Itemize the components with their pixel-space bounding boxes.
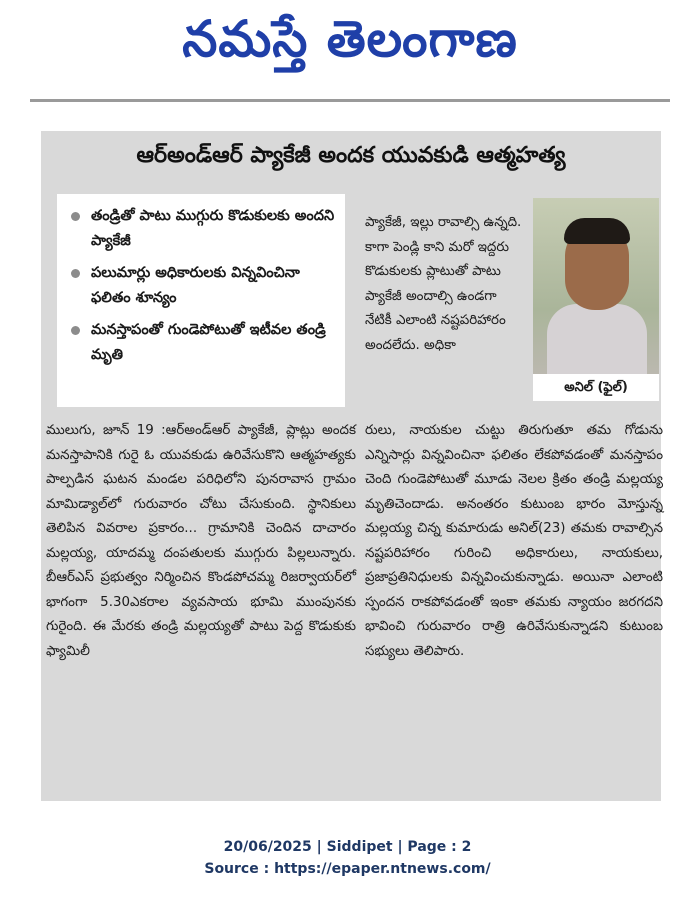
newspaper-logo: నమస్తే తెలంగాణ (182, 10, 518, 68)
article-body-left: ములుగు, జూన్ 19 :ఆర్‌అండ్‌ఆర్ ప్యాకేజీ, ప్లాట్లు అందక మనస్తాపానికి గురై ఓ యువకుడు ఉరివేసుకొని ఆత్మహత్యకు పాల్పడిన ఘటన మండల పరిధిలోని పునరావాస గ్రామం మామిడ్యాల్‌లో గురువారం చోటు చేసుకుంది. స్థానికులు తెలిపిన వివరాల ప్రకారం... గ్రామానికి చెందిన దాచారం మల్లయ్య, యాదమ్మ దంపతులకు ముగ్గురు పిల్లలున్నారు. బీఆర్‌ఎస్ ప్రభుత్వం నిర్మించిన కొండపోచమ్మ రిజర్వాయర్‌లో భాగంగా 5.30ఎకరాల వ్యవసాయ భూమి ముంపునకు గురైంది. ఈ మేరకు తండ్రి మల్లయ్యతో పాటు పెద్ద కొడుకుకు ఫ్యామిలీ (46, 423, 356, 659)
bullet-icon (71, 326, 80, 335)
footer (0, 836, 695, 880)
highlights-box (57, 194, 345, 407)
dateline: 20/06/2025 | Siddipet | Page : 2 (223, 839, 472, 855)
person-photo (533, 198, 659, 401)
highlight-item: తండ్రితో పాటు ముగ్గురు కొడుకులకు అందని ప్యాకేజీ (67, 204, 339, 254)
article-headline: ఆర్‌అండ్‌ఆర్ ప్యాకేజీ అందక యువకుడి ఆత్మహత్య (136, 143, 566, 168)
highlight-item: మనస్తాపంతో గుండెపోటుతో ఇటీవల తండ్రి మృతి (67, 318, 339, 368)
highlight-item: పలుమార్లు అధికారులకు విన్నవించినా ఫలితం శూన్యం (67, 261, 339, 311)
source-link[interactable]: Source : https://epaper.ntnews.com/ (204, 861, 491, 877)
article-body-column-top: ప్యాకేజీ, ఇల్లు రావాల్సి ఉన్నది. కాగా పెండ్లి కాని మరో ఇద్దరు కొడుకులకు ప్లాటుతో పాటు ప్యాకేజీ అందాల్సి ఉండగా నేటికీ ఎలాంటి నష్టపరిహారం అందలేదు. అధికా (365, 215, 522, 353)
bullet-icon (71, 269, 80, 278)
bullet-icon (71, 212, 80, 221)
cropped-text-line (30, 92, 670, 106)
article-clipping (41, 131, 661, 801)
masthead (0, 0, 695, 80)
photo-caption: అనిల్ (ఫైల్) (533, 374, 659, 401)
article-body-right: రులు, నాయకుల చుట్టు తిరుగుతూ తమ గోడును ఎన్నిసార్లు విన్నవించినా ఫలితం లేకపోవడంతో మనస్తాపం చెంది గుండెపోటుతో మూడు నెలల క్రితం తండ్రి మల్లయ్య మృతిచెందాడు. అనంతరం కుటుంబ భారం మోస్తున్న మల్లయ్య చిన్న కుమారుడు అనిల్(23) తమకు రావాల్సిన నష్టపరిహారం గురించి అధికారులు, నాయకులు, ప్రజాప్రతినిధులకు విన్నవించుకున్నాడు. అయినా ఎలాంటి స్పందన రాకపోవడంతో ఇంకా తమకు న్యాయం జరగదని భావించి గురువారం రాత్రి ఉరివేసుకున్నాడని కుటుంబ సభ్యులు తెలిపారు. (365, 423, 663, 659)
